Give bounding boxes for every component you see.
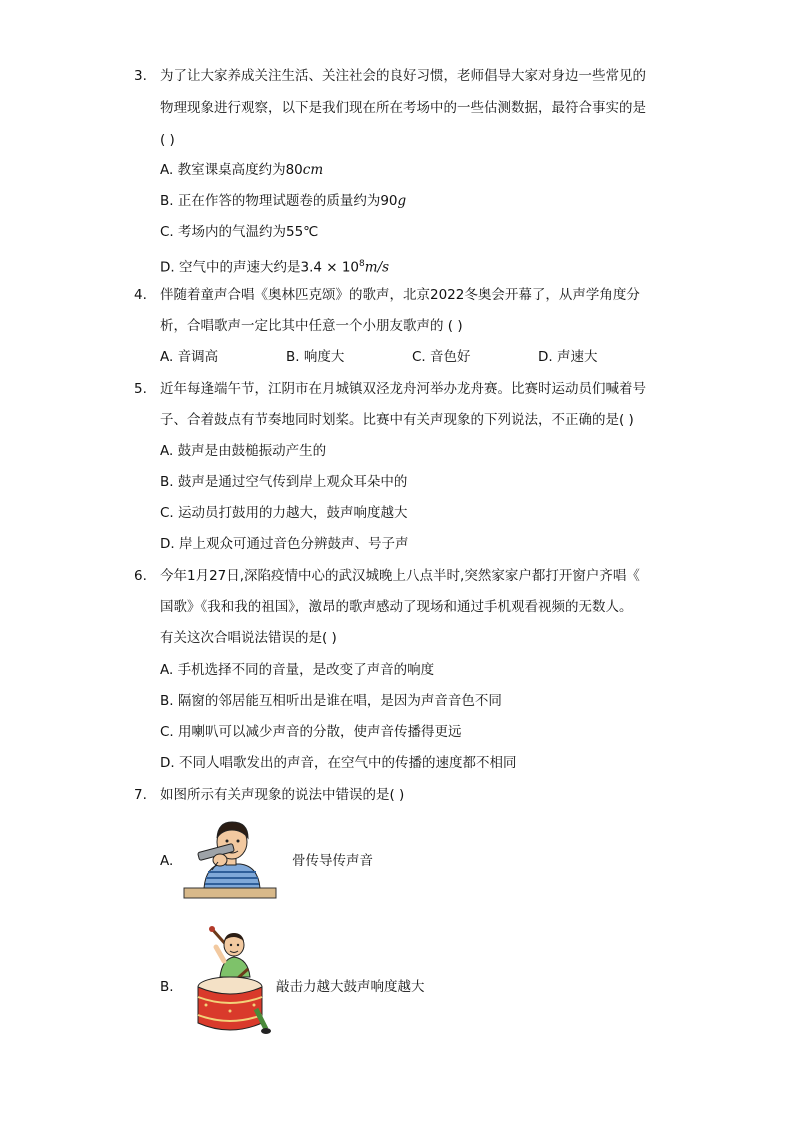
q3-option-b: B. 正在作答的物理试题卷的质量约为90g [160, 193, 407, 209]
q5-stem-line2: 子、合着鼓点有节奏地同时划桨。比赛中有关声现象的下列说法，不正确的是( ) [160, 412, 634, 428]
child-drummer-illustration [190, 925, 272, 1043]
q5-number: 5. [134, 381, 147, 397]
q4-option-a: A. 音调高 [160, 349, 219, 365]
q4-option-d: D. 声速大 [538, 349, 598, 365]
q6-option-d: D. 不同人唱歌发出的声音，在空气中的传播的速度都不相同 [160, 755, 517, 771]
q5-option-c: C. 运动员打鼓用的力越大，鼓声响度越大 [160, 505, 408, 521]
q7-option-b-text: 敲击力越大鼓声响度越大 [276, 979, 425, 995]
q4-stem-line2: 析，合唱歌声一定比其中任意一个小朋友歌声的 ( ) [160, 318, 463, 334]
q7-option-a-label: A. [160, 853, 174, 869]
q3-option-c: C. 考场内的气温约为55℃ [160, 224, 319, 240]
q5-option-a: A. 鼓声是由鼓槌振动产生的 [160, 443, 327, 459]
q4-stem-line1: 伴随着童声合唱《奥林匹克颂》的歌声，北京2022冬奥会开幕了，从声学角度分 [160, 287, 640, 303]
q4-number: 4. [134, 287, 147, 303]
q3-answer-paren: ( ) [160, 132, 175, 148]
q3-stem-line1: 为了让大家养成关注生活、关注社会的良好习惯，老师倡导大家对身边一些常见的 [160, 68, 646, 84]
q5-stem-line1: 近年每逢端午节，江阴市在月城镇双泾龙舟河举办龙舟赛。比赛时运动员们喊着号 [160, 381, 646, 397]
q3-option-a: A. 教室课桌高度约为80cm [160, 162, 324, 178]
q3-option-d: D. 空气中的声速大约是$3.4 \times 10^8m/s$ [160, 259, 390, 276]
q7-option-a-text: 骨传导传声音 [292, 853, 373, 869]
q6-stem-line1: 今年1月27日,深陷疫情中心的武汉城晚上八点半时,突然家家户都打开窗户齐唱《 [160, 568, 640, 584]
q4-option-c: C. 音色好 [412, 349, 471, 365]
q6-option-c: C. 用喇叭可以减少声音的分散，使声音传播得更远 [160, 724, 462, 740]
q6-option-a: A. 手机选择不同的音量，是改变了声音的响度 [160, 662, 435, 678]
q6-stem-line2: 国歌》《我和我的祖国》，激昂的歌声感动了现场和通过手机观看视频的无数人。 [160, 599, 633, 615]
q3-stem-line2: 物理现象进行观察，以下是我们现在所在考场中的一些估测数据，最符合事实的是 [160, 100, 646, 116]
q5-option-b: B. 鼓声是通过空气传到岸上观众耳朵中的 [160, 474, 408, 490]
q3-number: 3. [134, 68, 147, 84]
boy-holding-object-to-mouth-illustration [182, 810, 278, 906]
q4-option-b: B. 响度大 [286, 349, 345, 365]
q5-option-d: D. 岸上观众可通过音色分辨鼓声、号子声 [160, 536, 409, 552]
q7-number: 7. [134, 787, 147, 803]
q7-stem: 如图所示有关声现象的说法中错误的是( ) [160, 787, 405, 803]
q6-stem-line3: 有关这次合唱说法错误的是( ) [160, 630, 337, 646]
q7-option-b-label: B. [160, 979, 174, 995]
q6-option-b: B. 隔窗的邻居能互相听出是谁在唱，是因为声音音色不同 [160, 693, 502, 709]
q6-number: 6. [134, 568, 147, 584]
